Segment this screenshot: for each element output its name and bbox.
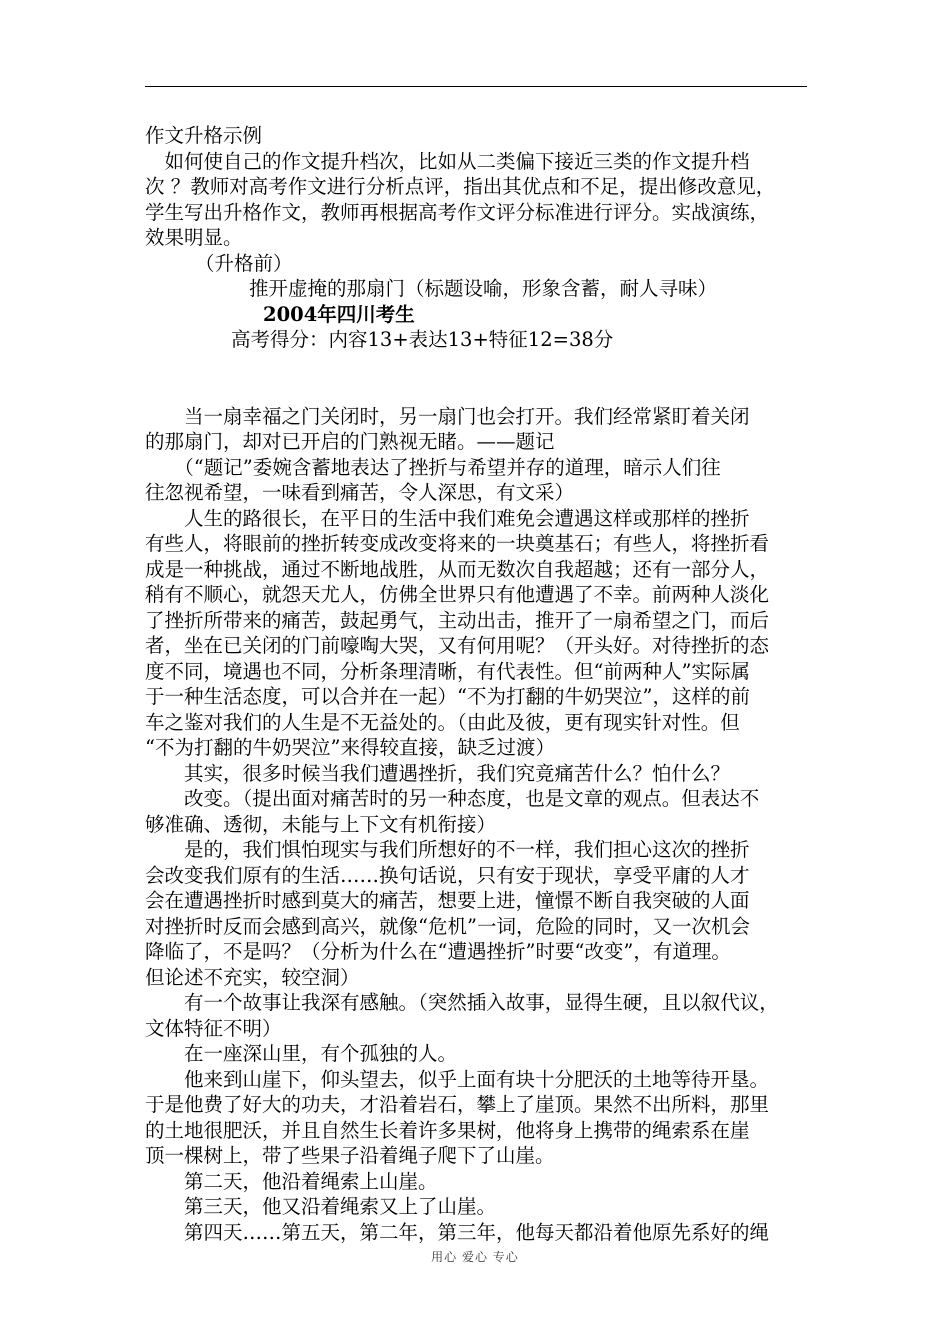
body-line: 其实，很多时候当我们遭遇挫折，我们究竟痛苦什么？怕什么？ xyxy=(145,761,731,785)
body-line: 够准确、透彻，未能与上下文有机衔接） xyxy=(145,812,497,836)
intro-line: 效果明显。 xyxy=(145,226,243,249)
body-line: 会改变我们原有的生活……换句话说，只有安于现状，享受平庸的人才 xyxy=(145,863,750,887)
section-gap xyxy=(145,353,809,404)
page-footer: 用心 爱心 专心 xyxy=(431,1250,519,1264)
body-line: 人生的路很长，在平日的生活中我们难免会遭遇这样或那样的挫折 xyxy=(145,506,750,530)
essay-body xyxy=(145,404,809,1246)
body-line: 改变。（提出面对痛苦时的另一种态度，也是文章的观点。但表达不 xyxy=(145,787,760,810)
body-line: 有些人，将眼前的挫折转变成改变将来的一块奠基石；有些人，将挫折看 xyxy=(145,532,770,555)
body-line: 第四天……第五天，第二年，第三年，他每天都沿着他原先系好的绳 xyxy=(145,1220,770,1244)
body-line: 第二天，他沿着绳索上山崖。 xyxy=(145,1169,438,1193)
body-line: 是的，我们惧怕现实与我们所想好的不一样，我们担心这次的挫折 xyxy=(145,838,750,861)
body-line: 度不同，境遇也不同，分析条理清晰，有代表性。但“前两种人”实际属 xyxy=(145,659,750,683)
body-line: 在一座深山里，有个孤独的人。 xyxy=(145,1042,458,1065)
body-line: 但论述不充实，较空洞） xyxy=(145,965,360,989)
body-line: 他来到山崖下，仰头望去，似乎上面有块十分肥沃的土地等待开垦。 xyxy=(145,1067,770,1091)
body-line: 成是一种挑战，通过不断地战胜，从而无数次自我超越；还有一部分人， xyxy=(145,557,770,581)
body-line: 当一扇幸福之门关闭时，另一扇门也会打开。我们经常紧盯着关闭 xyxy=(145,404,750,428)
body-line: 文体特征不明） xyxy=(145,1016,282,1040)
body-line: 于是他费了好大的功夫，才沿着岩石，攀上了崖顶。果然不出所料，那里 xyxy=(145,1093,770,1116)
body-line: 降临了，不是吗？（分析为什么在“遭遇挫折”时要“改变”，有道理。 xyxy=(145,940,731,963)
intro-line: 学生写出升格作文，教师再根据高考作文评分标准进行评分。实战演练， xyxy=(145,200,770,224)
document-body xyxy=(145,123,809,1245)
body-line: 往忽视希望，一味看到痛苦，令人深思，有文采） xyxy=(145,481,575,504)
body-line: 车之鉴对我们的人生是不无益处的。（由此及彼，更有现实针对性。但 xyxy=(145,710,740,734)
body-line: 于一种生活态度，可以合并在一起）“不为打翻的牛奶哭泣”，这样的前 xyxy=(145,685,750,708)
header-rule xyxy=(145,86,807,87)
body-line: 对挫折时反而会感到高兴，就像“危机”一词，危险的同时，又一次机会 xyxy=(145,914,750,938)
essay-source: 2004年四川考生 xyxy=(263,302,415,326)
intro-title: 作文升格示例 xyxy=(145,124,263,147)
body-line: 者，坐在已关闭的门前嚎啕大哭，又有何用呢？（开头好。对待挫折的态 xyxy=(145,634,770,657)
body-line: 稍有不顺心，就怨天尤人，仿佛全世界只有他遭遇了不幸。前两种人淡化 xyxy=(145,583,770,606)
body-line: 的土地很肥沃，并且自然生长着许多果树，他将身上携带的绳索系在崖 xyxy=(145,1118,750,1142)
body-line: 的那扇门，却对已开启的门熟视无睹。——题记 xyxy=(145,430,555,453)
essay-title: 推开虚掩的那扇门（标题设喻，形象含蓄，耐人寻味） xyxy=(249,277,718,300)
body-line: 有一个故事让我深有感触。（突然插入故事，显得生硬，且以叙代议， xyxy=(145,991,779,1014)
body-line: 第三天，他又沿着绳索又上了山崖。 xyxy=(145,1195,497,1218)
body-line: 顶一棵树上，带了些果子沿着绳子爬下了山崖。 xyxy=(145,1144,555,1167)
body-line: 会在遭遇挫折时感到莫大的痛苦，想要上进，憧憬不断自我突破的人面 xyxy=(145,889,750,912)
intro-line: 如何使自己的作文提升档次，比如从二类偏下接近三类的作文提升档 xyxy=(145,149,750,173)
body-line: 了挫折所带来的痛苦，鼓起勇气，主动出击，推开了一扇希望之门，而后 xyxy=(145,608,770,632)
intro-line: 次 ？教师对高考作文进行分析点评，指出其优点和不足，提出修改意见， xyxy=(145,175,776,198)
essay-score: 高考得分：内容13+表达13+特征12=38分 xyxy=(231,328,614,351)
body-line: （“题记”委婉含蓄地表达了挫折与希望并存的道理，暗示人们往 xyxy=(145,455,721,479)
stage-label: （升格前） xyxy=(195,251,293,275)
body-line: “不为打翻的牛奶哭泣”来得较直接，缺乏过渡） xyxy=(145,736,555,759)
